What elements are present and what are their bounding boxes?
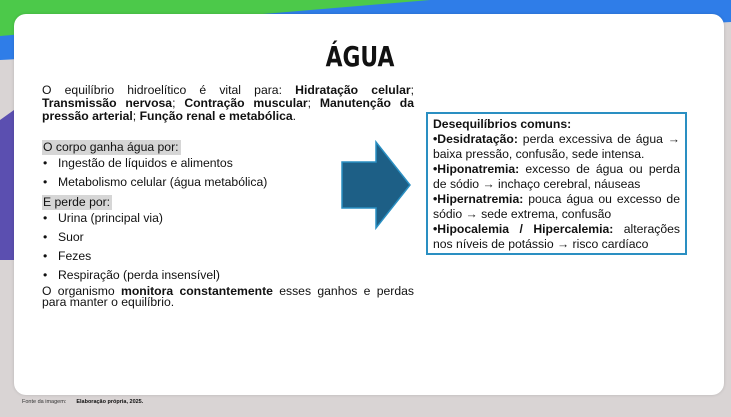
image-source-footer — [22, 399, 143, 405]
list-item — [42, 247, 412, 266]
box-item — [433, 222, 680, 252]
bullet-glyph: • — [43, 156, 48, 170]
lose-item-text: Suor — [58, 230, 84, 244]
right-arrow-icon — [340, 140, 412, 230]
bullet-glyph: • — [43, 268, 48, 282]
bullet-glyph: • — [43, 175, 48, 189]
lose-item-text: Respiração (perda insensível) — [58, 268, 220, 282]
intro-term-5: Função renal e metabólica — [139, 109, 293, 123]
lose-heading-text: E perde por: — [43, 195, 111, 209]
intro-sep-4: ; — [132, 109, 140, 123]
box-item — [433, 192, 680, 222]
box-item-term: •Desidratação: — [433, 132, 518, 146]
box-item-term: •Hipernatremia: — [433, 192, 524, 206]
intro-term-2: Transmissão nervosa — [42, 96, 173, 110]
outro-paragraph — [42, 286, 414, 308]
lose-item-text: Fezes — [58, 249, 92, 263]
intro-term-3: Contração muscular — [184, 96, 308, 110]
outro-lead: O organismo — [42, 284, 121, 298]
box-item-text: perda excessiva de água → baixa pressão, confusão, sede intensa. — [433, 132, 680, 161]
intro-sep-2: ; — [172, 96, 185, 110]
box-item-text: alterações nos níveis de potássio → risco cardíaco — [433, 222, 681, 251]
gain-heading-text: O corpo ganha água por: — [43, 140, 179, 154]
list-item — [42, 228, 412, 247]
box-item-term: •Hipocalemia / Hipercalemia: — [433, 222, 614, 236]
slide-title: ÁGUA — [325, 40, 395, 73]
intro-sep-3: ; — [307, 96, 320, 110]
list-item — [42, 266, 412, 285]
lose-item-text: Urina (principal via) — [58, 211, 163, 225]
outro-rest: esses ganhos e perdas para manter o equilíbrio. — [42, 284, 414, 309]
box-item — [433, 132, 680, 162]
outro-bold: monitora constantemente — [121, 284, 273, 298]
box-title: Desequilíbrios comuns: — [433, 117, 572, 131]
footer-label: Fonte da imagem: — [22, 399, 67, 405]
intro-paragraph — [42, 84, 414, 123]
intro-term-4: Manutenção da pressão arterial — [42, 96, 414, 123]
bullet-glyph: • — [43, 230, 48, 244]
footer-source: Elaboração própria, 2025. — [76, 399, 144, 405]
intro-lead: O equilíbrio hidroelítico é vital para: — [42, 83, 296, 97]
box-item-text: pouca água ou excesso de sódio → sede extrema, confusão — [433, 192, 680, 221]
gain-item-text: Metabolismo celular (água metabólica) — [58, 175, 268, 189]
intro-term-1: Hidratação celular — [295, 83, 411, 97]
box-item-term: •Hiponatremia: — [433, 162, 520, 176]
purple-shape — [0, 110, 14, 260]
box-item-text: excesso de água ou perda de sódio → inchaço cerebral, náuseas — [433, 162, 680, 191]
bullet-glyph: • — [43, 249, 48, 263]
intro-sep-1: ; — [410, 83, 414, 97]
box-item — [433, 162, 680, 192]
imbalances-box — [426, 112, 687, 255]
intro-sep-5: . — [292, 109, 297, 123]
gain-item-text: Ingestão de líquidos e alimentos — [58, 156, 233, 170]
bullet-glyph: • — [43, 211, 48, 225]
